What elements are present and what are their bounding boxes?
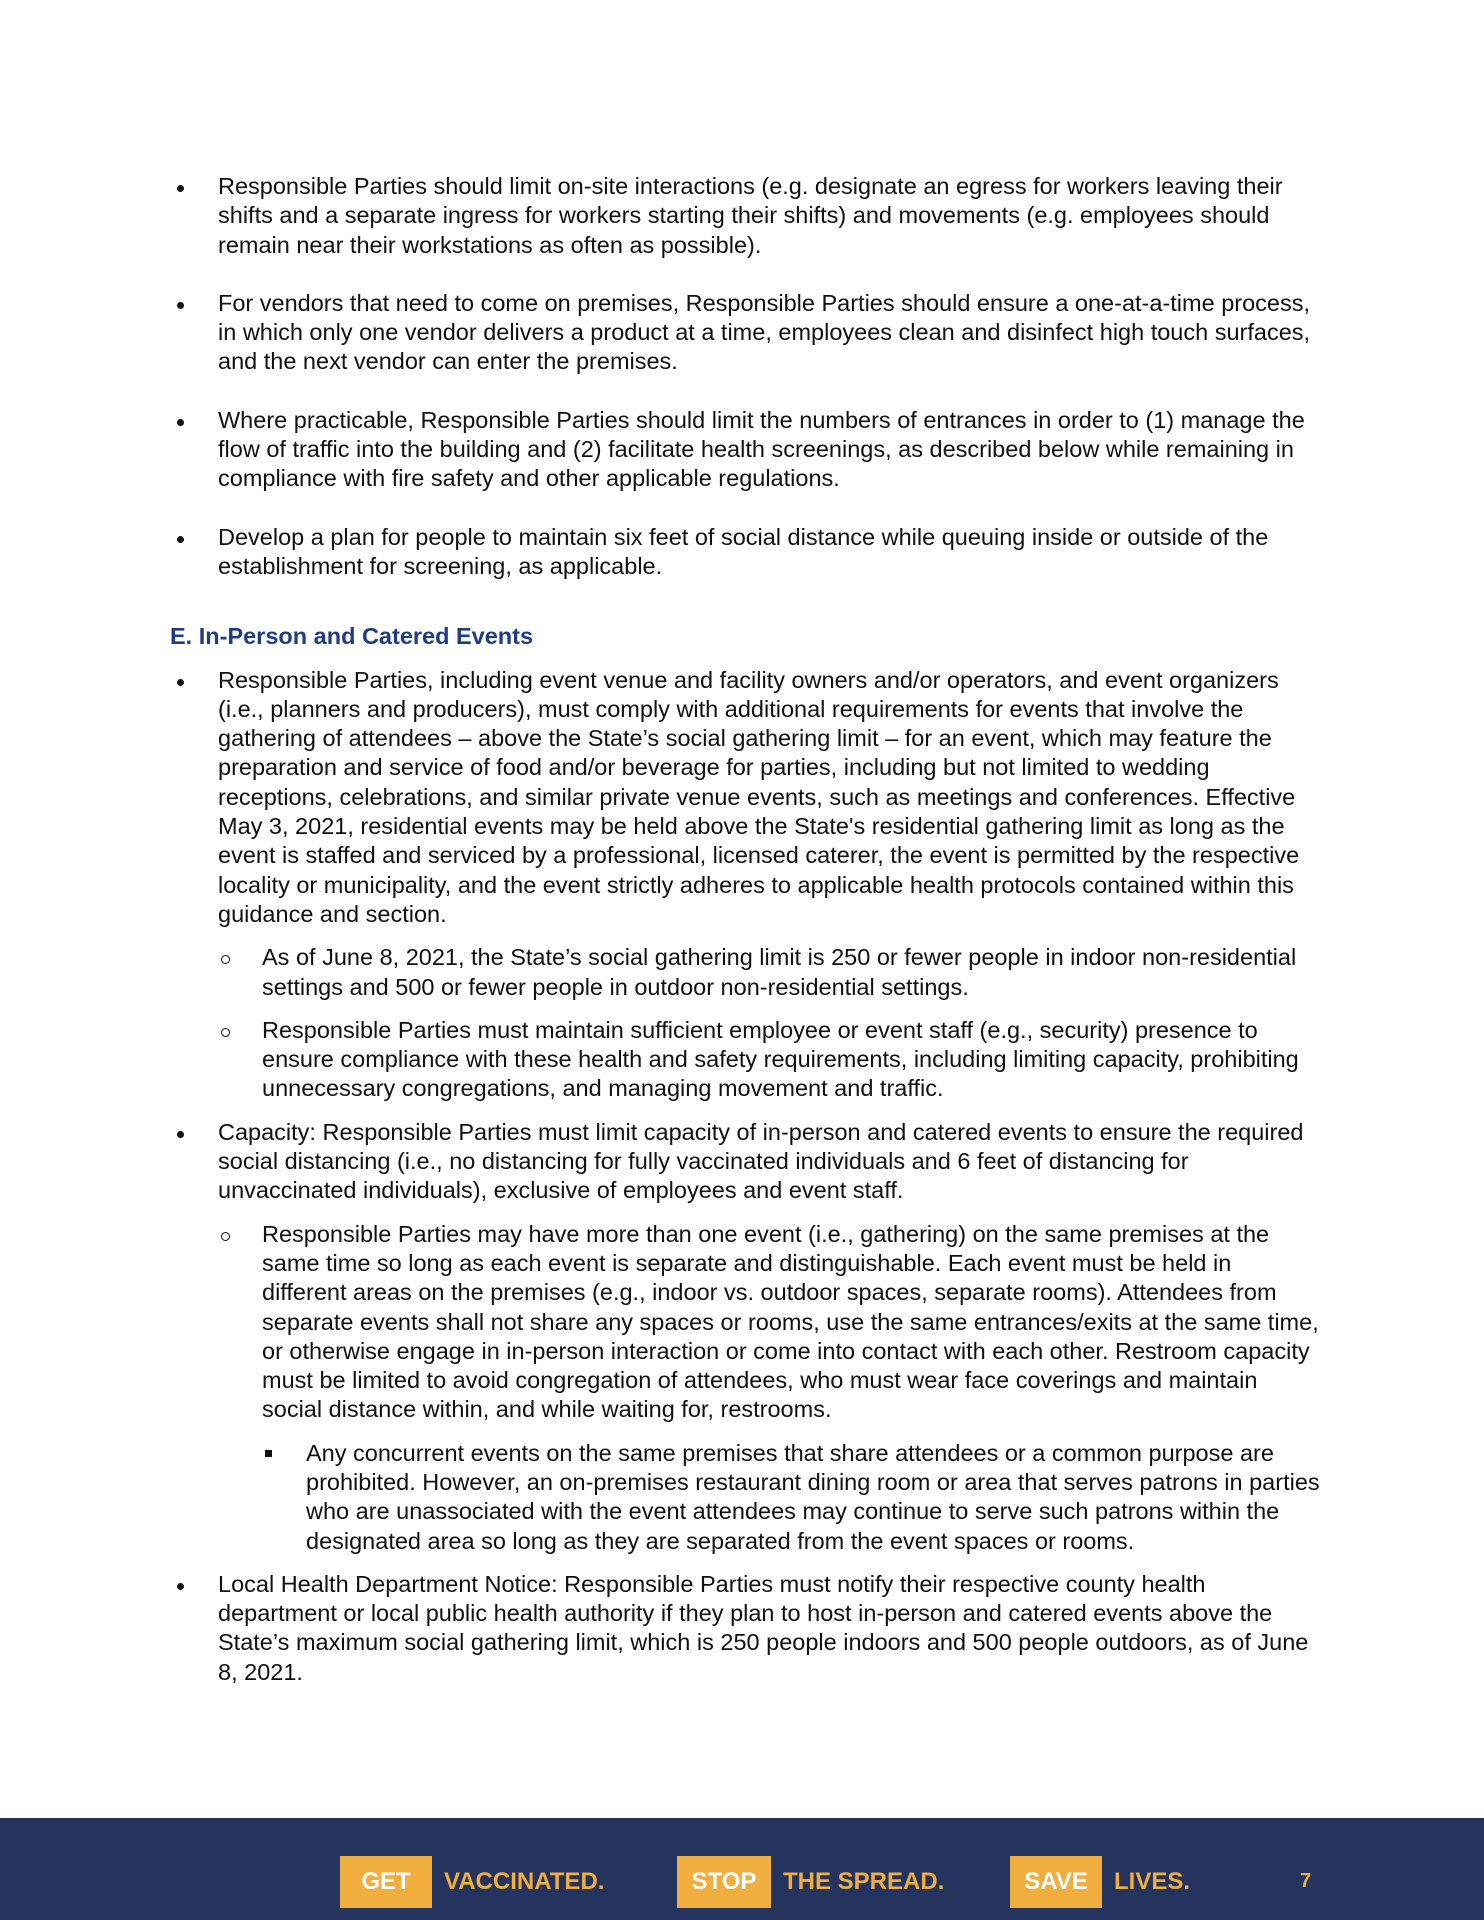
list-item [170,666,1320,1104]
slogan-save-lives [1010,1856,1190,1908]
list-item: Local Health Department Notice: Responsible Parties must notify their respective county health department or local public health authority if they plan to host in-person and catered events above the State’s maximum social gathering limit, which is 250 people indoors and 500 people outdoors, as of June 8, 2021. [170,1570,1320,1687]
list-item [170,1118,1320,1556]
list-item: Where practicable, Responsible Parties should limit the numbers of entrances in order to (1) manage the flow of traffic into the building and (2) facilitate health screenings, as described below while remaining in compliance with fire safety and other applicable regulations. [170,406,1320,494]
slogan-stop-the-spread [677,1856,944,1908]
list-item-text: Capacity: Responsible Parties must limit capacity of in-person and catered events to ensure the required social distancing (i.e., no distancing for fully vaccinated individuals and 6 feet of distancing for unvaccinated individuals), exclusive of employees and event staff. [218,1118,1304,1204]
sub-list-item: As of June 8, 2021, the State’s social gathering limit is 250 or fewer people in indoor non-residential settings and 500 or fewer people in outdoor non-residential settings. [218,943,1320,1002]
page-content [170,172,1320,1701]
sub-sub-list-item: Any concurrent events on the same premises that share attendees or a common purpose are prohibited. However, an on-premises restaurant dining room or area that serves patrons in parties who are unassociated with the event attendees may continue to serve such patrons within the designated area so long as they are separated from the event spaces or rooms. [262,1439,1320,1556]
bullet-list [170,172,1320,581]
sub-list-item [218,1220,1320,1556]
sub-list-item-text: Responsible Parties may have more than one event (i.e., gathering) on the same premises at the same time so long as each event is separate and distinguishable. Each event must be held in different areas on the premises (e.g., indoor vs. outdoor spaces, separate rooms). Attendees from separate events shall not share any spaces or rooms, use the same entrances/exits at the same time, or otherwise engage in in-person interaction or come into contact with each other. Restroom capacity must be limited to avoid congregation of attendees, who must wear face coverings and maintain social distance within, and while waiting for, restrooms. [262,1220,1319,1423]
slogan-get-vaccinated [340,1856,604,1908]
section-heading: E. In-Person and Catered Events [170,623,534,650]
slogan-box: GET [340,1856,432,1908]
page-number: 7 [1300,1870,1312,1892]
events-bullet-list [170,666,1320,1688]
footer-banner [0,1818,1484,1920]
list-item-text: Responsible Parties, including event venue and facility owners and/or operators, and event organizers (i.e., planners and producers), must comply with additional requirements for events that involve the gathering of attendees – above the State’s social gathering limit – for an event, which may feature the preparation and service of food and/or beverage for parties, including but not limited to wedding receptions, celebrations, and similar private venue events, such as meetings and conferences. Effective May 3, 2021, residential events may be held above the State's residential gathering limit as long as the event is staffed and serviced by a professional, licensed caterer, the event is permitted by the respective locality or municipality, and the event strictly adheres to applicable health protocols contained within this guidance and section. [218,666,1300,927]
slogan-box: STOP [677,1856,771,1908]
slogan-text: THE SPREAD. [783,1868,945,1895]
list-item: Develop a plan for people to maintain six feet of social distance while queuing inside or outside of the establishment for screening, as applicable. [170,523,1320,582]
list-item: For vendors that need to come on premises, Responsible Parties should ensure a one-at-a-time process, in which only one vendor delivers a product at a time, employees clean and disinfect high touch surfaces, and the next vendor can enter the premises. [170,289,1320,377]
slogan-text: VACCINATED. [444,1868,605,1895]
sub-list [218,1220,1320,1556]
sub-list-item: Responsible Parties must maintain sufficient employee or event staff (e.g., security) presence to ensure compliance with these health and safety requirements, including limiting capacity, prohibiting unnecessary congregations, and managing movement and traffic. [218,1016,1320,1104]
slogan-box: SAVE [1010,1856,1102,1908]
list-item: Responsible Parties should limit on-site interactions (e.g. designate an egress for workers leaving their shifts and a separate ingress for workers starting their shifts) and movements (e.g. employees should remain near their workstations as often as possible). [170,172,1320,260]
slogan-text: LIVES. [1114,1868,1191,1895]
sub-list [218,943,1320,1103]
